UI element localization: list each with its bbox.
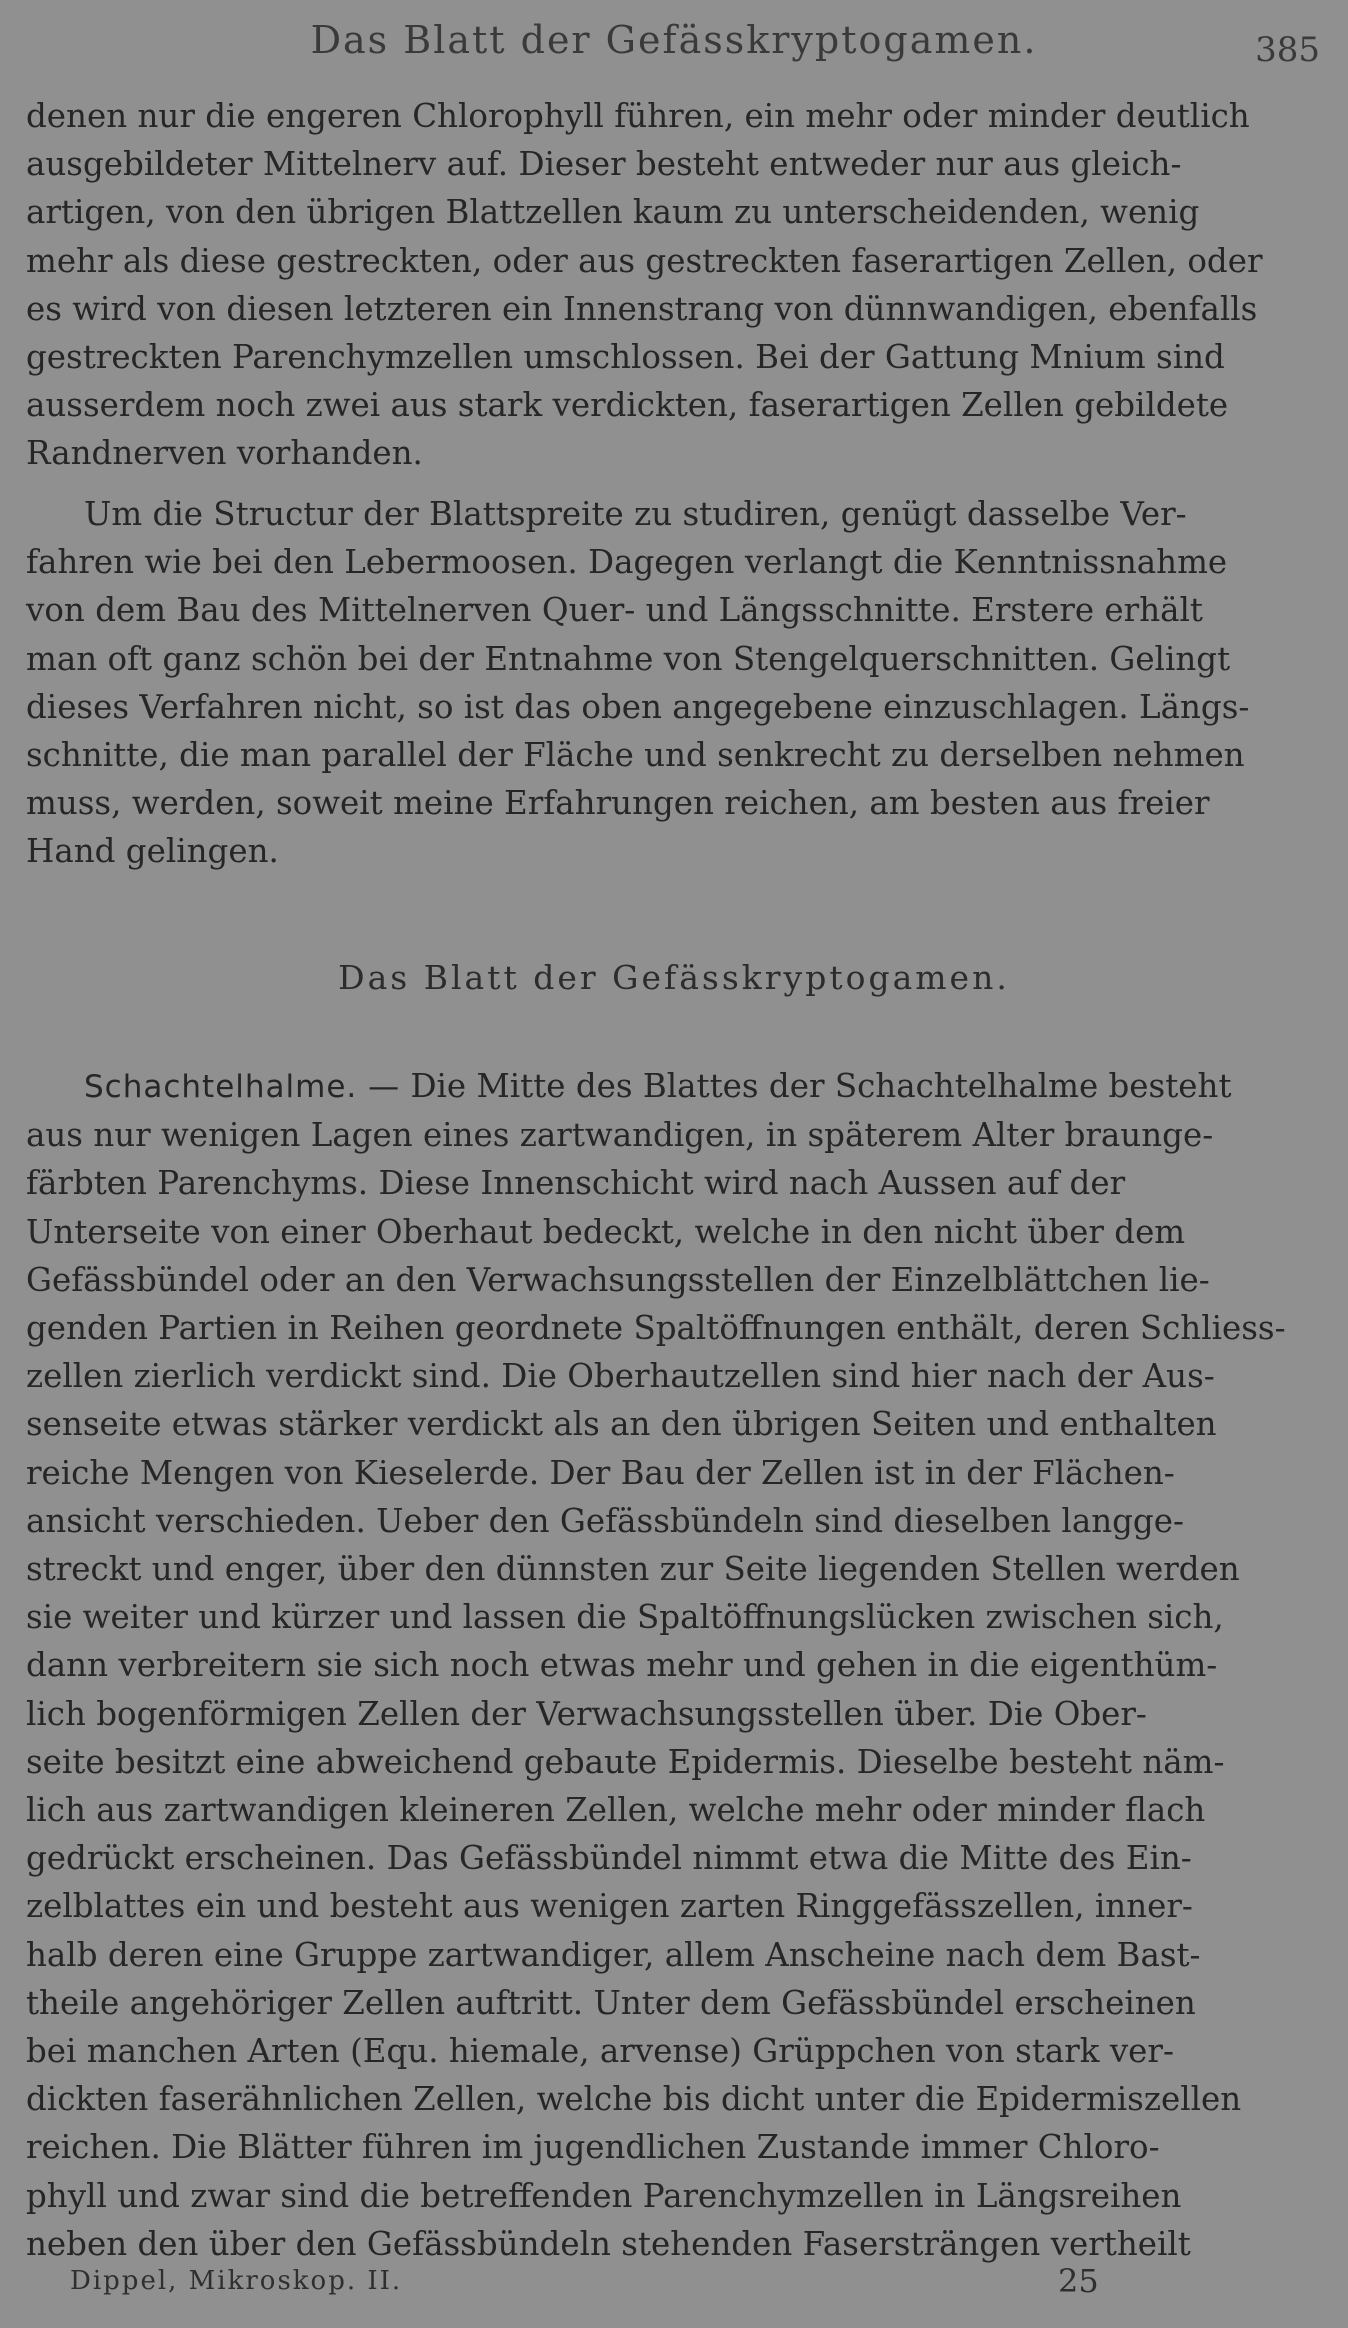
text-line: reichen. Die Blätter führen im jugendlichen Zustande immer Chloro- [26, 2128, 1160, 2167]
paragraph-3 [26, 1062, 1312, 2268]
text-line: senseite etwas stärker verdickt als an den übrigen Seiten und enthalten [26, 1405, 1217, 1444]
text-line: genden Partien in Reihen geordnete Spaltöffnungen enthält, deren Schliess- [26, 1309, 1286, 1348]
text-line: färbten Parenchyms. Diese Innenschicht wird nach Aussen auf der [26, 1164, 1126, 1203]
footer-sheet-number: 25 [1058, 2262, 1099, 2300]
text-line: gestreckten Parenchymzellen umschlossen. Bei der Gattung Mnium sind [26, 338, 1225, 377]
text-line: mehr als diese gestreckten, oder aus gestreckten faserartigen Zellen, oder [26, 241, 1263, 280]
text-line: von dem Bau des Mittelnerven Quer- und Längsschnitte. Erstere erhält [26, 591, 1203, 630]
text-line: es wird von diesen letzteren ein Innenstrang von dünnwandigen, ebenfalls [26, 289, 1258, 328]
text-line: ausgebildeter Mittelnerv auf. Dieser besteht entweder nur aus gleich- [26, 145, 1182, 184]
text-line: muss, werden, soweit meine Erfahrungen reichen, am besten aus freier [26, 784, 1210, 823]
page-number: 385 [1255, 30, 1320, 70]
text-line: dieses Verfahren nicht, so ist das oben angegebene einzuschlagen. Längs- [26, 687, 1250, 726]
text-line: reiche Mengen von Kieselerde. Der Bau der Zellen ist in der Flächen- [26, 1453, 1175, 1492]
text-line: lich aus zartwandigen kleineren Zellen, welche mehr oder minder flach [26, 1791, 1206, 1830]
text-line: Unterseite von einer Oberhaut bedeckt, welche in den nicht über dem [26, 1212, 1186, 1251]
text-line: dann verbreitern sie sich noch etwas mehr und gehen in die eigenthüm- [26, 1646, 1218, 1685]
paragraph-1 [26, 92, 1312, 478]
text-line: ansicht verschieden. Ueber den Gefässbündeln sind dieselben langge- [26, 1501, 1184, 1540]
text-line: zellen zierlich verdickt sind. Die Oberhautzellen sind hier nach der Aus- [26, 1357, 1215, 1396]
section-heading: Das Blatt der Gefässkryptogamen. [338, 958, 1010, 997]
text-line: Gefässbündel oder an den Verwachsungsstellen der Einzelblättchen lie- [26, 1260, 1210, 1299]
text-line: schnitte, die man parallel der Fläche und senkrecht zu derselben nehmen [26, 736, 1245, 775]
text-line: zelblattes ein und besteht aus wenigen zarten Ringgefässzellen, inner- [26, 1887, 1193, 1926]
text-line: theile angehöriger Zellen auftritt. Unter dem Gefässbündel erscheinen [26, 1983, 1196, 2022]
text-line: lich bogenförmigen Zellen der Verwachsungsstellen über. Die Ober- [26, 1694, 1147, 1733]
run-in-heading: Schachtelhalme. — [84, 1069, 401, 1105]
footer-signature: Dippel, Mikroskop. II. [70, 2266, 403, 2296]
text-line: phyll und zwar sind die betreffenden Parenchymzellen in Längsreihen [26, 2176, 1182, 2215]
text-line: Hand gelingen. [26, 832, 279, 871]
text-line: fahren wie bei den Lebermoosen. Dagegen verlangt die Kenntnissnahme [26, 543, 1228, 582]
text-line: neben den über den Gefässbündeln stehenden Fasersträngen vertheilt [26, 2224, 1191, 2263]
text-line: denen nur die engeren Chlorophyll führen, ein mehr oder minder deutlich [26, 97, 1250, 135]
text-line: bei manchen Arten (Equ. hiemale, arvense) Grüppchen von stark ver- [26, 2032, 1174, 2071]
running-head-title: Das Blatt der Gefässkryptogamen. [310, 18, 1038, 62]
text-line: halb deren eine Gruppe zartwandiger, allem Anscheine nach dem Bast- [26, 1935, 1201, 1974]
text-line-rest: Die Mitte des Blattes der Schachtelhalme besteht [410, 1067, 1232, 1105]
text-line: aus nur wenigen Lagen eines zartwandigen, in späterem Alter braunge- [26, 1116, 1214, 1155]
text-line: Um die Structur der Blattspreite zu studiren, genügt dasselbe Ver- [84, 495, 1187, 533]
text-line: sie weiter und kürzer und lassen die Spaltöffnungslücken zwischen sich, [26, 1598, 1224, 1637]
text-line: Randnerven vorhanden. [26, 434, 423, 473]
text-line [26, 1062, 1312, 1111]
text-line: dickten faserähnlichen Zellen, welche bis dicht unter die Epidermiszellen [26, 2080, 1242, 2119]
text-line: seite besitzt eine abweichend gebaute Epidermis. Dieselbe besteht näm- [26, 1742, 1225, 1781]
text-line: ausserdem noch zwei aus stark verdickten, faserartigen Zellen gebildete [26, 386, 1229, 425]
text-line: gedrückt erscheinen. Das Gefässbündel nimmt etwa die Mitte des Ein- [26, 1839, 1192, 1878]
text-line: streckt und enger, über den dünnsten zur Seite liegenden Stellen werden [26, 1550, 1240, 1589]
text-line: artigen, von den übrigen Blattzellen kaum zu unterscheidenden, wenig [26, 193, 1200, 232]
paragraph-2 [26, 490, 1312, 876]
text-line: man oft ganz schön bei der Entnahme von Stengelquerschnitten. Gelingt [26, 639, 1231, 678]
